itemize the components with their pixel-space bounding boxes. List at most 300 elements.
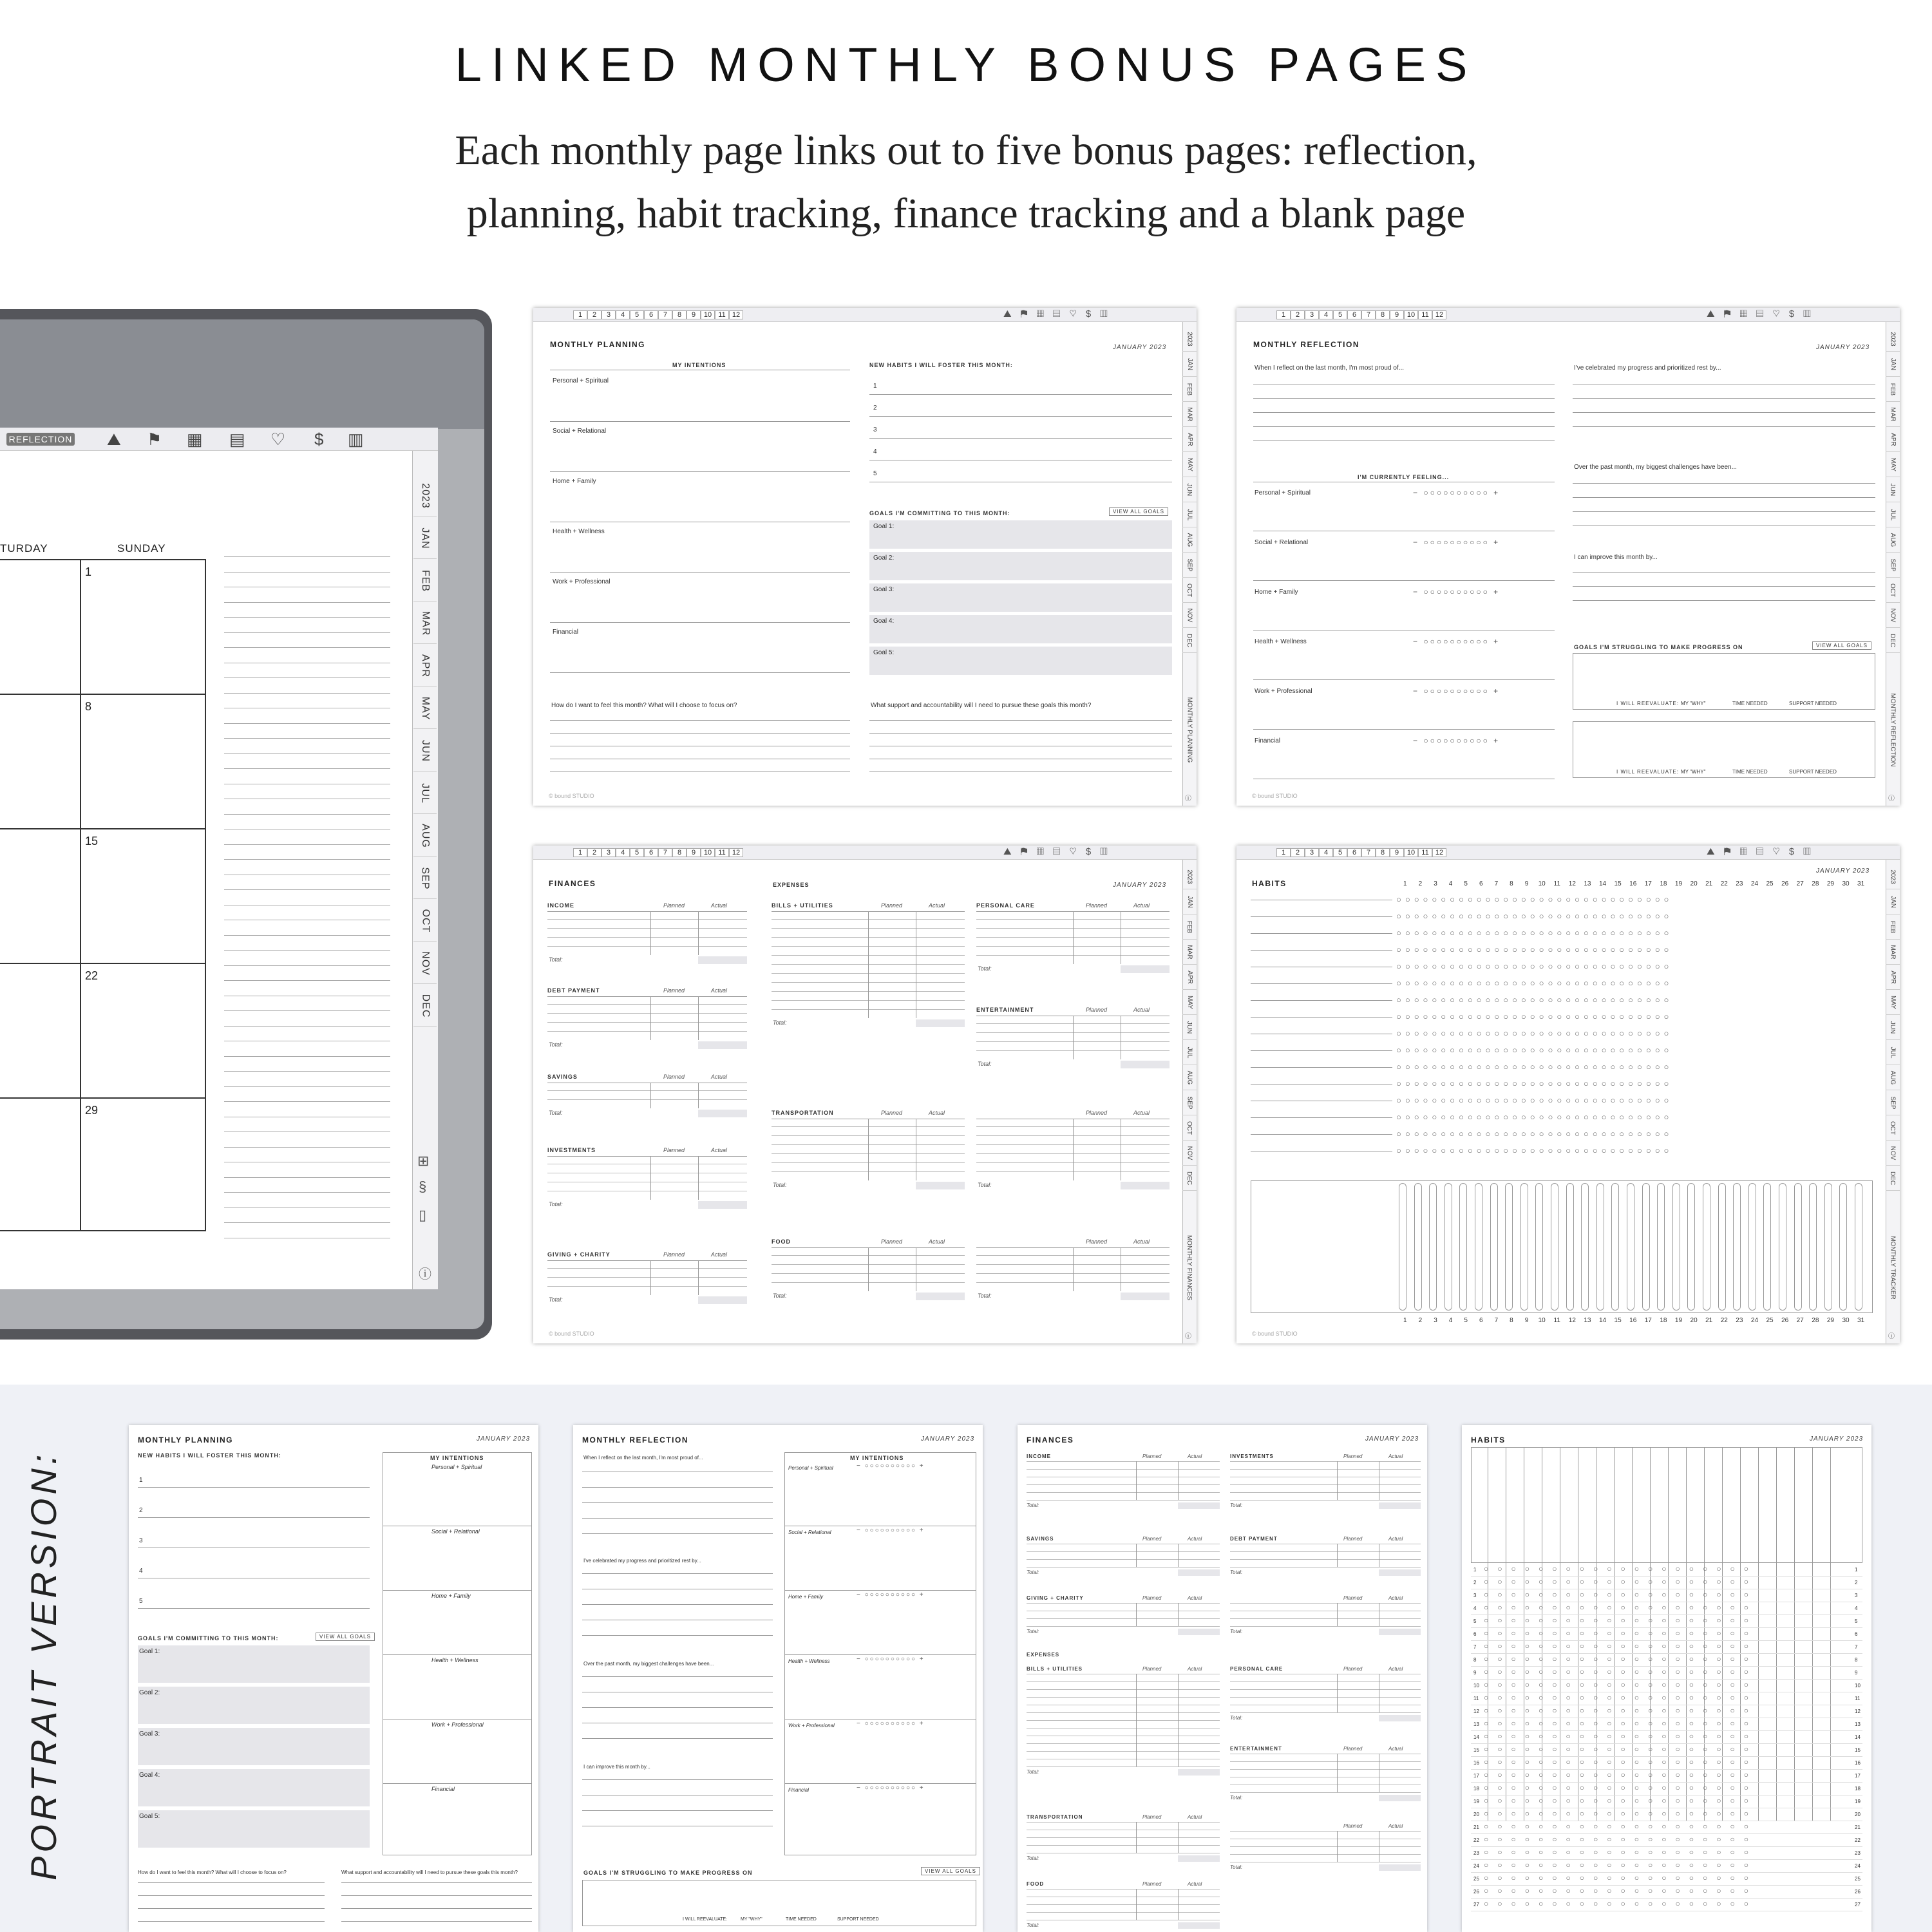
habit-name-line[interactable] [1251, 1050, 1392, 1051]
page-month-tab[interactable] [1182, 1091, 1197, 1115]
page-month-tab[interactable] [1182, 503, 1197, 527]
habit-bar[interactable] [1855, 1183, 1862, 1311]
finance-row[interactable] [1230, 1500, 1421, 1501]
goal-field[interactable] [138, 1728, 370, 1765]
finance-row[interactable] [1027, 1904, 1220, 1905]
habit-check-row[interactable]: ○○○○○○○○○○○○○○○○○○○○ [1484, 1732, 1757, 1741]
habit-bar[interactable] [1581, 1183, 1589, 1311]
month-tab-dec[interactable] [413, 985, 437, 1027]
info-icon[interactable]: ⓘ [1185, 795, 1191, 802]
page-month-tab[interactable] [1182, 915, 1197, 940]
habit-check-row[interactable]: ○○○○○○○○○○○○○○○○○○○○○○○○○○○○○○○ [1396, 1079, 1673, 1088]
feeling-scale[interactable]: − ○○○○○○○○○○ + [1413, 736, 1501, 745]
month-number[interactable]: 3 [601, 310, 616, 319]
option-time[interactable]: TIME NEEDED [1732, 769, 1768, 775]
habit-column[interactable] [1758, 1447, 1759, 1821]
month-number[interactable]: 5 [1333, 310, 1347, 319]
month-number[interactable]: 6 [644, 848, 658, 857]
dollar-icon[interactable]: $ [314, 430, 324, 449]
feeling-scale[interactable]: − ○○○○○○○○○○ + [857, 1527, 925, 1534]
page-month-tab[interactable] [1182, 1166, 1197, 1191]
month-number[interactable]: 9 [1390, 848, 1404, 857]
feeling-scale[interactable]: − ○○○○○○○○○○ + [1413, 488, 1501, 497]
calendar-date[interactable]: 29 [85, 1104, 99, 1117]
habit-check-row[interactable]: ○○○○○○○○○○○○○○○○○○○○○○○○○○○○○○○ [1396, 1146, 1673, 1155]
finance-row[interactable] [1027, 1559, 1220, 1560]
habit-check-row[interactable]: ○○○○○○○○○○○○○○○○○○○○ [1484, 1796, 1757, 1805]
calendar-date[interactable]: 22 [85, 969, 99, 982]
info-icon[interactable]: ⓘ [1888, 795, 1895, 802]
finance-row[interactable] [547, 928, 747, 929]
page-month-tab[interactable] [1182, 528, 1197, 553]
feeling-scale[interactable]: − ○○○○○○○○○○ + [1413, 587, 1501, 596]
month-number[interactable]: 10 [701, 310, 715, 319]
page-month-tab[interactable] [1182, 453, 1197, 477]
month-number[interactable]: 11 [715, 848, 729, 857]
page-month-tab[interactable] [1182, 965, 1197, 990]
finance-row[interactable] [547, 1099, 747, 1100]
feeling-scale[interactable]: − ○○○○○○○○○○ + [1413, 687, 1501, 696]
grid-icon[interactable]: ⊞ [417, 1153, 430, 1169]
month-number[interactable]: 7 [1361, 848, 1376, 857]
finance-row[interactable] [1027, 1689, 1220, 1690]
page-month-tab[interactable] [1886, 629, 1900, 653]
month-tab-oct[interactable] [413, 900, 437, 942]
page-month-tab[interactable] [1886, 865, 1900, 889]
habit-bar[interactable] [1520, 1183, 1528, 1311]
habit-check-row[interactable]: ○○○○○○○○○○○○○○○○○○○○ [1484, 1848, 1757, 1857]
habit-check-row[interactable]: ○○○○○○○○○○○○○○○○○○○○ [1484, 1590, 1757, 1599]
habit-bar[interactable] [1475, 1183, 1482, 1311]
habit-check-row[interactable]: ○○○○○○○○○○○○○○○○○○○○ [1484, 1835, 1757, 1844]
habit-column[interactable] [1830, 1447, 1831, 1821]
habit-check-row[interactable]: ○○○○○○○○○○○○○○○○○○○○○○○○○○○○○○○ [1396, 928, 1673, 938]
page-month-tab[interactable] [1886, 1066, 1900, 1090]
month-number[interactable]: 1 [1276, 310, 1291, 319]
calendar-date[interactable]: 15 [85, 835, 99, 848]
habit-check-row[interactable]: ○○○○○○○○○○○○○○○○○○○○ [1484, 1873, 1757, 1882]
finance-row[interactable] [1027, 1461, 1220, 1462]
month-tab-jun[interactable] [413, 730, 437, 772]
view-all-goals-button[interactable]: VIEW ALL GOALS [316, 1633, 375, 1641]
month-tab-apr[interactable] [413, 645, 437, 687]
finance-row[interactable] [547, 1090, 747, 1091]
page-month-tab[interactable] [1886, 453, 1900, 477]
habit-check-row[interactable]: ○○○○○○○○○○○○○○○○○○○○ [1484, 1757, 1757, 1766]
habit-bar[interactable] [1657, 1183, 1665, 1311]
finance-row[interactable] [1027, 1681, 1220, 1682]
struggle-goal-box[interactable] [582, 1880, 976, 1926]
month-number[interactable]: 11 [1418, 848, 1432, 857]
month-number[interactable]: 4 [1319, 310, 1333, 319]
goal-field[interactable] [869, 520, 1172, 549]
habit-bar[interactable] [1748, 1183, 1756, 1311]
option-why[interactable]: MY "WHY" [1681, 701, 1706, 706]
finance-row[interactable] [1230, 1461, 1421, 1462]
habit-check-row[interactable]: ○○○○○○○○○○○○○○○○○○○○○○○○○○○○○○○ [1396, 995, 1673, 1005]
page-month-tab[interactable] [1182, 603, 1197, 628]
option-time[interactable]: TIME NEEDED [1732, 701, 1768, 706]
finance-row[interactable] [1027, 1822, 1220, 1823]
finance-row[interactable] [1230, 1469, 1421, 1470]
reflection-badge[interactable]: REFLECTION [6, 433, 75, 446]
month-number[interactable]: 1 [573, 848, 587, 857]
month-number[interactable]: 11 [715, 310, 729, 319]
habit-bar[interactable] [1839, 1183, 1847, 1311]
habit-bar[interactable] [1566, 1183, 1574, 1311]
month-number[interactable]: 5 [630, 848, 644, 857]
calendar-icon[interactable]: ▦ [187, 430, 203, 449]
habit-check-row[interactable]: ○○○○○○○○○○○○○○○○○○○○○○○○○○○○○○○ [1396, 961, 1673, 971]
habit-bar[interactable] [1505, 1183, 1513, 1311]
habit-bar[interactable] [1490, 1183, 1498, 1311]
habit-bar[interactable] [1763, 1183, 1771, 1311]
month-number[interactable]: 1 [1276, 848, 1291, 857]
habit-name-line[interactable] [1251, 916, 1392, 917]
feeling-scale[interactable]: − ○○○○○○○○○○ + [1413, 538, 1501, 547]
page-month-tab[interactable] [1886, 503, 1900, 527]
habit-check-row[interactable]: ○○○○○○○○○○○○○○○○○○○○○○○○○○○○○○○ [1396, 1045, 1673, 1055]
month-number[interactable]: 9 [687, 310, 701, 319]
finance-row[interactable] [1230, 1626, 1421, 1627]
page-month-tab[interactable] [1182, 352, 1197, 377]
month-number[interactable]: 6 [644, 310, 658, 319]
page-month-tab[interactable] [1182, 629, 1197, 653]
habit-bar[interactable] [1809, 1183, 1817, 1311]
page-month-tab[interactable] [1182, 865, 1197, 889]
finance-row[interactable] [1027, 1484, 1220, 1485]
habit-check-row[interactable]: ○○○○○○○○○○○○○○○○○○○○○○○○○○○○○○○ [1396, 1012, 1673, 1021]
finance-row[interactable] [1230, 1603, 1421, 1604]
month-number[interactable]: 5 [630, 310, 644, 319]
habit-bar[interactable] [1444, 1183, 1452, 1311]
page-month-tab[interactable] [1886, 940, 1900, 965]
finance-row[interactable] [1027, 1603, 1220, 1604]
option-support[interactable]: SUPPORT NEEDED [837, 1917, 879, 1922]
finance-row[interactable] [1230, 1854, 1421, 1855]
habit-check-row[interactable]: ○○○○○○○○○○○○○○○○○○○○ [1484, 1629, 1757, 1638]
habit-check-row[interactable]: ○○○○○○○○○○○○○○○○○○○○ [1484, 1783, 1757, 1792]
page-month-tab[interactable] [1886, 553, 1900, 578]
finance-row[interactable] [1027, 1912, 1220, 1913]
heartbeat-icon[interactable]: ♡ [270, 430, 286, 449]
habit-column[interactable] [1776, 1447, 1777, 1821]
finance-row[interactable] [547, 1031, 747, 1032]
feeling-scale[interactable]: − ○○○○○○○○○○ + [1413, 637, 1501, 646]
month-number[interactable]: 10 [1404, 848, 1418, 857]
habit-check-row[interactable]: ○○○○○○○○○○○○○○○○○○○○ [1484, 1861, 1757, 1870]
finance-row[interactable] [1027, 1626, 1220, 1627]
month-number[interactable]: 12 [729, 310, 743, 319]
option-why[interactable]: MY "WHY" [741, 1917, 762, 1922]
month-number[interactable]: 4 [1319, 848, 1333, 857]
page-month-tab[interactable] [1182, 478, 1197, 502]
finance-row[interactable] [1027, 1837, 1220, 1838]
month-number[interactable]: 12 [1432, 848, 1446, 857]
habit-bar[interactable] [1459, 1183, 1467, 1311]
page-month-tab[interactable] [1886, 352, 1900, 377]
finance-row[interactable] [1230, 1697, 1421, 1698]
month-number[interactable]: 10 [1404, 310, 1418, 319]
option-support[interactable]: SUPPORT NEEDED [1789, 769, 1837, 775]
habit-check-row[interactable]: ○○○○○○○○○○○○○○○○○○○○ [1484, 1899, 1757, 1908]
goal-field[interactable] [869, 615, 1172, 643]
page-month-tab[interactable] [1886, 528, 1900, 553]
mountain-icon[interactable]: ⛰ [107, 430, 121, 449]
month-tab-jul[interactable] [413, 773, 437, 814]
page-month-tab[interactable] [1886, 402, 1900, 427]
habit-check-row[interactable]: ○○○○○○○○○○○○○○○○○○○○ [1484, 1706, 1757, 1715]
month-number[interactable]: 9 [687, 848, 701, 857]
habit-check-row[interactable]: ○○○○○○○○○○○○○○○○○○○○ [1484, 1745, 1757, 1754]
finance-row[interactable] [547, 1004, 747, 1005]
habit-bar[interactable] [1687, 1183, 1695, 1311]
month-number[interactable]: 12 [729, 848, 743, 857]
habit-check-row[interactable]: ○○○○○○○○○○○○○○○○○○○○ [1484, 1667, 1757, 1676]
habit-bar[interactable] [1596, 1183, 1604, 1311]
finance-row[interactable] [547, 946, 747, 947]
month-number[interactable]: 3 [1305, 310, 1319, 319]
view-all-goals-button[interactable]: VIEW ALL GOALS [1109, 507, 1168, 516]
finance-row[interactable] [1027, 1751, 1220, 1752]
month-tab-may[interactable] [413, 688, 437, 729]
finance-row[interactable] [547, 1268, 747, 1269]
page-month-tab[interactable] [1886, 965, 1900, 990]
habit-name-line[interactable] [1251, 1017, 1392, 1018]
month-tab-jan[interactable] [413, 518, 437, 559]
month-number[interactable]: 8 [672, 848, 687, 857]
finance-row[interactable] [1230, 1551, 1421, 1552]
page-month-tab[interactable] [1886, 578, 1900, 603]
link-icon[interactable]: § [419, 1179, 427, 1195]
info-icon[interactable]: ⓘ [419, 1267, 431, 1282]
habit-name-line[interactable] [1251, 1000, 1392, 1001]
finance-row[interactable] [1027, 1697, 1220, 1698]
page-month-tab[interactable] [1182, 940, 1197, 965]
finance-row[interactable] [1230, 1761, 1421, 1762]
finance-row[interactable] [1027, 1618, 1220, 1619]
habit-bar[interactable] [1414, 1183, 1422, 1311]
feeling-scale[interactable]: − ○○○○○○○○○○ + [857, 1463, 925, 1470]
page-section-tab[interactable] [1886, 1213, 1900, 1322]
habit-check-row[interactable]: ○○○○○○○○○○○○○○○○○○○○ [1484, 1564, 1757, 1573]
finance-row[interactable] [547, 937, 747, 938]
month-number[interactable]: 2 [1291, 310, 1305, 319]
page-month-tab[interactable] [1886, 1116, 1900, 1141]
finance-row[interactable] [1230, 1492, 1421, 1493]
month-number[interactable]: 8 [672, 310, 687, 319]
month-tab-2023[interactable] [413, 475, 437, 516]
finance-row[interactable] [1230, 1831, 1421, 1832]
habit-name-line[interactable] [1251, 1134, 1392, 1135]
table-icon[interactable]: ▥ [348, 430, 364, 449]
month-number[interactable]: 6 [1347, 310, 1361, 319]
goal-field[interactable] [138, 1810, 370, 1848]
page-month-tab[interactable] [1182, 377, 1197, 402]
finance-row[interactable] [1230, 1559, 1421, 1560]
month-number[interactable]: 1 [573, 310, 587, 319]
habit-check-row[interactable]: ○○○○○○○○○○○○○○○○○○○○ [1484, 1693, 1757, 1702]
page-month-tab[interactable] [1886, 990, 1900, 1015]
habit-check-row[interactable]: ○○○○○○○○○○○○○○○○○○○○○○○○○○○○○○○ [1396, 1095, 1673, 1105]
feeling-scale[interactable]: − ○○○○○○○○○○ + [857, 1656, 925, 1663]
habit-column[interactable] [1812, 1447, 1813, 1821]
feeling-scale[interactable]: − ○○○○○○○○○○ + [857, 1785, 925, 1792]
habit-name-line[interactable] [1251, 950, 1392, 951]
finance-row[interactable] [1230, 1712, 1421, 1713]
page-month-tab[interactable] [1182, 553, 1197, 578]
info-icon[interactable]: ⓘ [1888, 1333, 1895, 1340]
habit-bar[interactable] [1627, 1183, 1634, 1311]
finance-row[interactable] [547, 1277, 747, 1278]
habit-check-row[interactable]: ○○○○○○○○○○○○○○○○○○○○ [1484, 1822, 1757, 1831]
finance-row[interactable] [547, 1013, 747, 1014]
habit-bar[interactable] [1642, 1183, 1650, 1311]
page-month-tab[interactable] [1886, 377, 1900, 402]
page-month-tab[interactable] [1182, 1141, 1197, 1166]
habit-name-line[interactable] [1251, 933, 1392, 934]
goal-field[interactable] [869, 583, 1172, 612]
month-number[interactable]: 9 [1390, 310, 1404, 319]
month-number[interactable]: 7 [658, 310, 672, 319]
month-number[interactable]: 12 [1432, 310, 1446, 319]
habit-check-row[interactable]: ○○○○○○○○○○○○○○○○○○○○○○○○○○○○○○○ [1396, 895, 1673, 904]
habit-bar[interactable] [1718, 1183, 1726, 1311]
feeling-scale[interactable]: − ○○○○○○○○○○ + [857, 1720, 925, 1727]
option-support[interactable]: SUPPORT NEEDED [1789, 701, 1837, 706]
finance-row[interactable] [1027, 1712, 1220, 1713]
page-month-tab[interactable] [1886, 428, 1900, 452]
flag-icon[interactable]: ⚑ [147, 430, 162, 449]
habit-check-row[interactable]: ○○○○○○○○○○○○○○○○○○○○○○○○○○○○○○○ [1396, 911, 1673, 921]
month-number[interactable]: 5 [1333, 848, 1347, 857]
habit-check-row[interactable]: ○○○○○○○○○○○○○○○○○○○○ [1484, 1680, 1757, 1689]
habit-check-row[interactable]: ○○○○○○○○○○○○○○○○○○○○ [1484, 1616, 1757, 1625]
habit-bar[interactable] [1611, 1183, 1619, 1311]
habit-bar[interactable] [1703, 1183, 1710, 1311]
page-month-tab[interactable] [1886, 1016, 1900, 1040]
finance-row[interactable] [1230, 1846, 1421, 1847]
habit-bar[interactable] [1399, 1183, 1406, 1311]
finance-row[interactable] [1230, 1769, 1421, 1770]
finance-row[interactable] [1027, 1551, 1220, 1552]
month-number[interactable]: 2 [587, 310, 601, 319]
option-time[interactable]: TIME NEEDED [786, 1917, 817, 1922]
page-month-tab[interactable] [1886, 1091, 1900, 1115]
finance-row[interactable] [1027, 1845, 1220, 1846]
habit-check-row[interactable]: ○○○○○○○○○○○○○○○○○○○○ [1484, 1603, 1757, 1612]
page-month-tab[interactable] [1182, 1016, 1197, 1040]
month-number[interactable]: 3 [601, 848, 616, 857]
habit-bar[interactable] [1733, 1183, 1741, 1311]
habit-column[interactable] [1794, 1447, 1795, 1821]
habit-bar[interactable] [1672, 1183, 1680, 1311]
month-number[interactable]: 7 [1361, 310, 1376, 319]
page-month-tab[interactable] [1182, 327, 1197, 352]
page-section-tab[interactable] [1182, 1213, 1197, 1322]
month-tab-feb[interactable] [413, 560, 437, 601]
month-tab-nov[interactable] [413, 943, 437, 984]
finance-row[interactable] [1027, 1500, 1220, 1501]
info-icon[interactable]: ⓘ [1185, 1333, 1191, 1340]
month-tab-sep[interactable] [413, 858, 437, 899]
habit-check-row[interactable]: ○○○○○○○○○○○○○○○○○○○○ [1484, 1642, 1757, 1651]
habit-name-line[interactable] [1251, 1067, 1392, 1068]
calendar-date[interactable]: 1 [85, 565, 92, 578]
month-number[interactable]: 6 [1347, 848, 1361, 857]
page-section-tab[interactable] [1182, 675, 1197, 784]
habit-check-row[interactable]: ○○○○○○○○○○○○○○○○○○○○○○○○○○○○○○○ [1396, 1129, 1673, 1139]
view-all-goals-button[interactable]: VIEW ALL GOALS [1812, 641, 1871, 650]
finance-row[interactable] [1027, 1766, 1220, 1767]
goal-field[interactable] [869, 552, 1172, 580]
calendar-date[interactable]: 8 [85, 700, 92, 713]
month-number[interactable]: 7 [658, 848, 672, 857]
clipboard-icon[interactable]: ▤ [229, 430, 245, 449]
habit-check-row[interactable]: ○○○○○○○○○○○○○○○○○○○○○○○○○○○○○○○ [1396, 1112, 1673, 1122]
page-month-tab[interactable] [1886, 1141, 1900, 1166]
habit-bar[interactable] [1551, 1183, 1558, 1311]
page-month-tab[interactable] [1886, 915, 1900, 940]
page-month-tab[interactable] [1886, 1041, 1900, 1065]
page-month-tab[interactable] [1182, 1066, 1197, 1090]
page-month-tab[interactable] [1182, 890, 1197, 914]
finance-row[interactable] [1230, 1618, 1421, 1619]
finance-row[interactable] [547, 919, 747, 920]
habit-check-row[interactable]: ○○○○○○○○○○○○○○○○○○○○○○○○○○○○○○○ [1396, 1028, 1673, 1038]
page-icon[interactable]: ▯ [419, 1207, 427, 1223]
month-tab-aug[interactable] [413, 815, 437, 857]
month-tab-mar[interactable] [413, 603, 437, 644]
habit-check-row[interactable]: ○○○○○○○○○○○○○○○○○○○○ [1484, 1577, 1757, 1586]
finance-row[interactable] [547, 1022, 747, 1023]
option-why[interactable]: MY "WHY" [1681, 769, 1706, 775]
page-month-tab[interactable] [1886, 327, 1900, 352]
finance-row[interactable] [1230, 1689, 1421, 1690]
habit-check-row[interactable]: ○○○○○○○○○○○○○○○○○○○○ [1484, 1770, 1757, 1779]
page-month-tab[interactable] [1182, 1041, 1197, 1065]
month-number[interactable]: 10 [701, 848, 715, 857]
finance-row[interactable] [1230, 1792, 1421, 1793]
habit-check-row[interactable]: ○○○○○○○○○○○○○○○○○○○○○○○○○○○○○○○ [1396, 978, 1673, 988]
page-month-tab[interactable] [1182, 1116, 1197, 1141]
habit-name-line[interactable] [1251, 1117, 1392, 1118]
page-month-tab[interactable] [1886, 603, 1900, 628]
finance-row[interactable] [1230, 1484, 1421, 1485]
habit-check-row[interactable]: ○○○○○○○○○○○○○○○○○○○○ [1484, 1809, 1757, 1818]
habit-bar[interactable] [1794, 1183, 1802, 1311]
page-month-tab[interactable] [1886, 478, 1900, 502]
month-number[interactable]: 4 [616, 310, 630, 319]
month-number[interactable]: 8 [1376, 848, 1390, 857]
feeling-scale[interactable]: − ○○○○○○○○○○ + [857, 1591, 925, 1598]
habit-bar[interactable] [1779, 1183, 1786, 1311]
month-number[interactable]: 4 [616, 848, 630, 857]
finance-row[interactable] [1230, 1681, 1421, 1682]
goal-field[interactable] [138, 1769, 370, 1806]
page-month-tab[interactable] [1886, 1166, 1900, 1191]
finance-row[interactable] [1027, 1743, 1220, 1744]
goal-field[interactable] [869, 647, 1172, 675]
page-month-tab[interactable] [1182, 578, 1197, 603]
page-month-tab[interactable] [1182, 402, 1197, 427]
goal-field[interactable] [138, 1687, 370, 1724]
habit-check-row[interactable]: ○○○○○○○○○○○○○○○○○○○○ [1484, 1886, 1757, 1895]
page-month-tab[interactable] [1886, 890, 1900, 914]
habit-bar[interactable] [1429, 1183, 1437, 1311]
habit-check-row[interactable]: ○○○○○○○○○○○○○○○○○○○○○○○○○○○○○○○ [1396, 945, 1673, 954]
finance-row[interactable] [547, 1286, 747, 1287]
